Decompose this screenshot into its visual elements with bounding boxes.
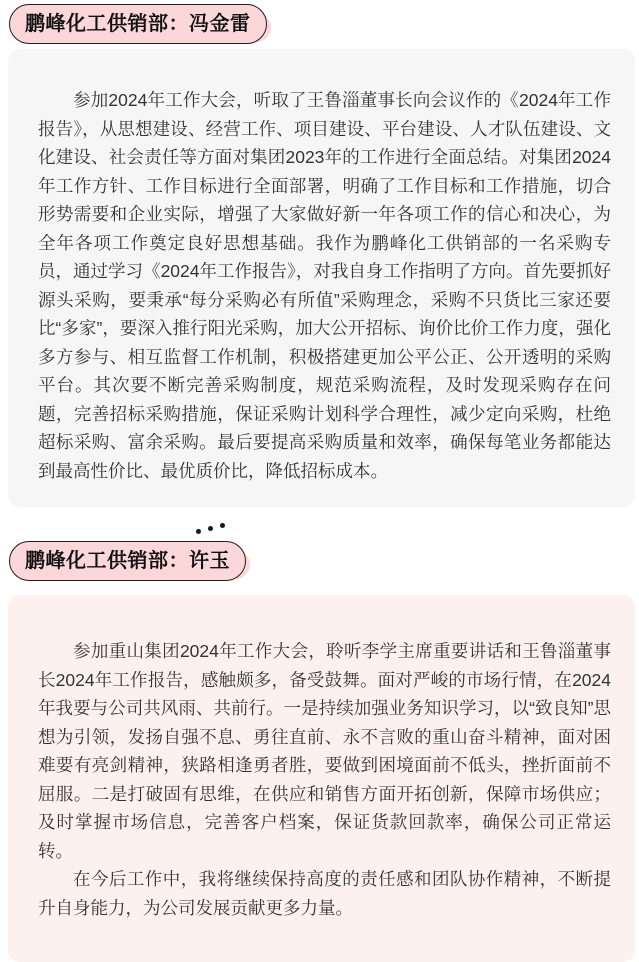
dot (208, 526, 213, 531)
badge-label: 鹏峰化工供销部：许玉 (9, 541, 246, 581)
three-dots-icon (196, 521, 236, 537)
employee-badge-fengjinlei (9, 7, 267, 36)
feedback-card-1 (8, 49, 635, 507)
employee-badge-xuyu (9, 544, 246, 573)
dot (196, 529, 201, 534)
feedback-paragraph: 参加重山集团2024年工作大会，聆听李学主席重要讲话和王鲁淄董事长2024年工作报告，感触颇多，备受鼓舞。面对严峻的市场行情，在2024年我要与公司共风雨、共前行。一是持续加强业务知识学习，以“致良知”思想为引领，发扬自强不息、勇往直前、永不言败的重山奋斗精神，面对困难要有亮剑精神，狭路相逢勇者胜，要做到困境面前不低头，挫折面前不屈服。二是打破固有思维，在供应和销售方面开拓创新，保障市场供应；及时掌握市场信息，完善客户档案，保证货款回款率，确保公司正常运转。 (38, 641, 611, 861)
feedback-paragraph: 参加2024年工作大会，听取了王鲁淄董事长向会议作的《2024年工作报告》，从思想建设、经营工作、项目建设、平台建设、人才队伍建设、文化建设、社会责任等方面对集团2023年的工作进行全面总结。对集团2024年工作方针、工作目标进行全面部署，明确了工作目标和工作措施，切合形势需要和企业实际，增强了大家做好新一年各项工作的信心和决心，为全年各项工作奠定良好思想基础。我作为鹏峰化工供销部的一名采购专员，通过学习《2024年工作报告》，对我自身工作指明了方向。首先要抓好源头采购，要秉承“每分采购必有所值”采购理念，采购不只货比三家还要比“多家”，要深入推行阳光采购，加大公开招标、询价比价工作力度，强化多方参与、相互监督工作机制，积极搭建更加公平公正、公开透明的采购平台。其次要不断完善采购制度，规范采购流程，及时发现采购存在问题，完善招标采购措施，保证采购计划科学合理性，减少定向采购，杜绝超标采购、富余采购。最后要提高采购质量和效率，确保每笔业务都能达到最高性价比、最优质价比，降低招标成本。 (38, 90, 611, 481)
feedback-card-2 (8, 595, 635, 962)
badge-label: 鹏峰化工供销部：冯金雷 (9, 4, 267, 44)
dot (220, 523, 225, 528)
feedback-paragraph: 在今后工作中，我将继续保持高度的责任感和团队协作精神，不断提升自身能力，为公司发展贡献更多力量。 (38, 869, 611, 918)
